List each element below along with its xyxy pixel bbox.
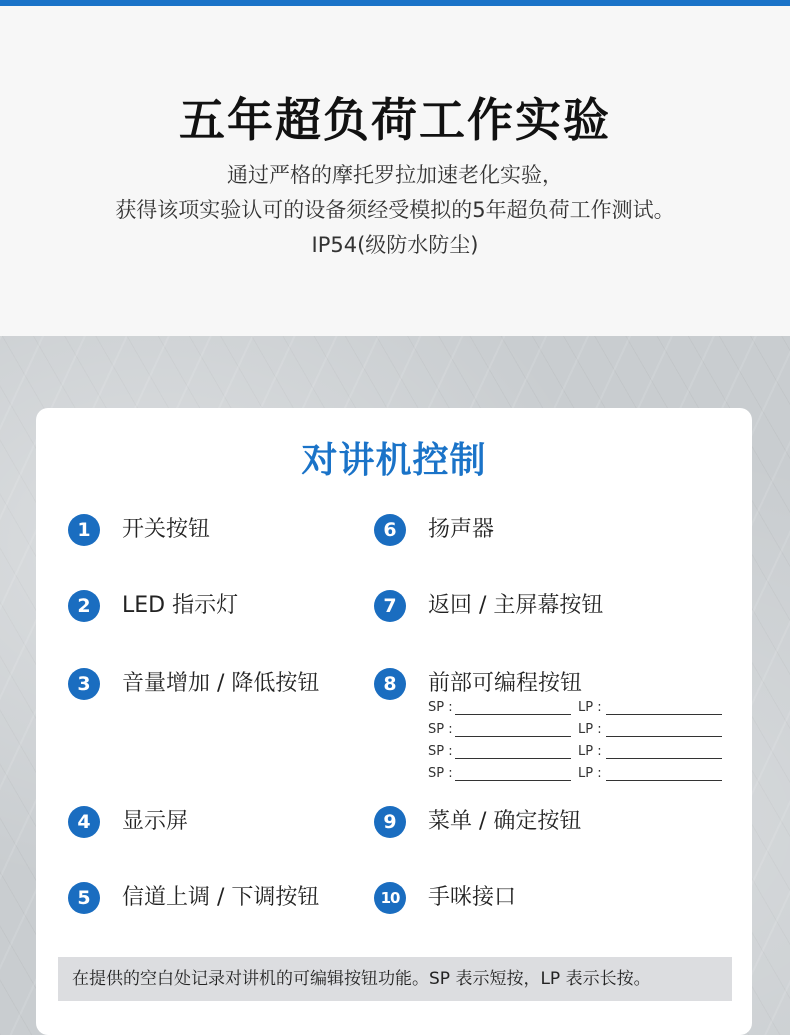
lp-label: LP : (578, 744, 602, 759)
lp-label: LP : (578, 766, 602, 781)
number-badge-10: 10 (374, 882, 406, 914)
control-label-speaker: 扬声器 (428, 517, 495, 542)
control-label-volume-buttons: 音量增加 / 降低按钮 (122, 671, 320, 696)
number-badge-3: 3 (68, 668, 100, 700)
number-badge-1: 1 (68, 514, 100, 546)
card-title: 对讲机控制 (301, 440, 487, 481)
control-label-channel-buttons: 信道上调 / 下调按钮 (122, 885, 320, 910)
sp-lp-row (428, 698, 728, 720)
lp-blank-line (606, 714, 722, 715)
sp-blank-line (455, 736, 571, 737)
lp-label: LP : (578, 722, 602, 737)
hero-desc-line-2: 获得该项实验认可的设备须经受模拟的5年超负荷工作测试。 (115, 198, 675, 222)
number-badge-9: 9 (374, 806, 406, 838)
control-label-programmable-button: 前部可编程按钮 (428, 671, 583, 696)
sp-label: SP : (428, 700, 453, 715)
lp-blank-line (606, 758, 722, 759)
sp-blank-line (455, 780, 571, 781)
sp-label: SP : (428, 744, 453, 759)
number-badge-6: 6 (374, 514, 406, 546)
control-label-menu-ok-button: 菜单 / 确定按钮 (428, 809, 582, 834)
lp-blank-line (606, 780, 722, 781)
number-badge-8: 8 (374, 668, 406, 700)
hero-desc-line-3: IP54(级防水防尘) (311, 233, 479, 257)
sp-label: SP : (428, 722, 453, 737)
sp-label: SP : (428, 766, 453, 781)
hero-title: 五年超负荷工作实验 (179, 93, 611, 147)
number-badge-7: 7 (374, 590, 406, 622)
hero-desc-line-1: 通过严格的摩托罗拉加速老化实验， (227, 163, 563, 187)
lp-blank-line (606, 736, 722, 737)
sp-lp-blank-lines (428, 698, 728, 786)
sp-blank-line (455, 714, 571, 715)
radio-controls-card (36, 408, 752, 1035)
control-label-mic-port: 手咪接口 (428, 885, 517, 910)
sp-lp-row (428, 720, 728, 742)
hero-section (0, 6, 790, 336)
control-label-back-home-button: 返回 / 主屏幕按钮 (428, 593, 604, 618)
control-label-led-indicator: LED 指示灯 (122, 593, 239, 618)
control-label-display: 显示屏 (122, 809, 189, 834)
number-badge-4: 4 (68, 806, 100, 838)
sp-lp-row (428, 764, 728, 786)
hero-description (0, 158, 790, 263)
sp-lp-row (428, 742, 728, 764)
sp-blank-line (455, 758, 571, 759)
lp-label: LP : (578, 700, 602, 715)
control-label-power-button: 开关按钮 (122, 517, 211, 542)
number-badge-5: 5 (68, 882, 100, 914)
usage-note: 在提供的空白处记录对讲机的可编辑按钮功能。SP 表示短按，LP 表示长按。 (58, 957, 732, 1001)
number-badge-2: 2 (68, 590, 100, 622)
